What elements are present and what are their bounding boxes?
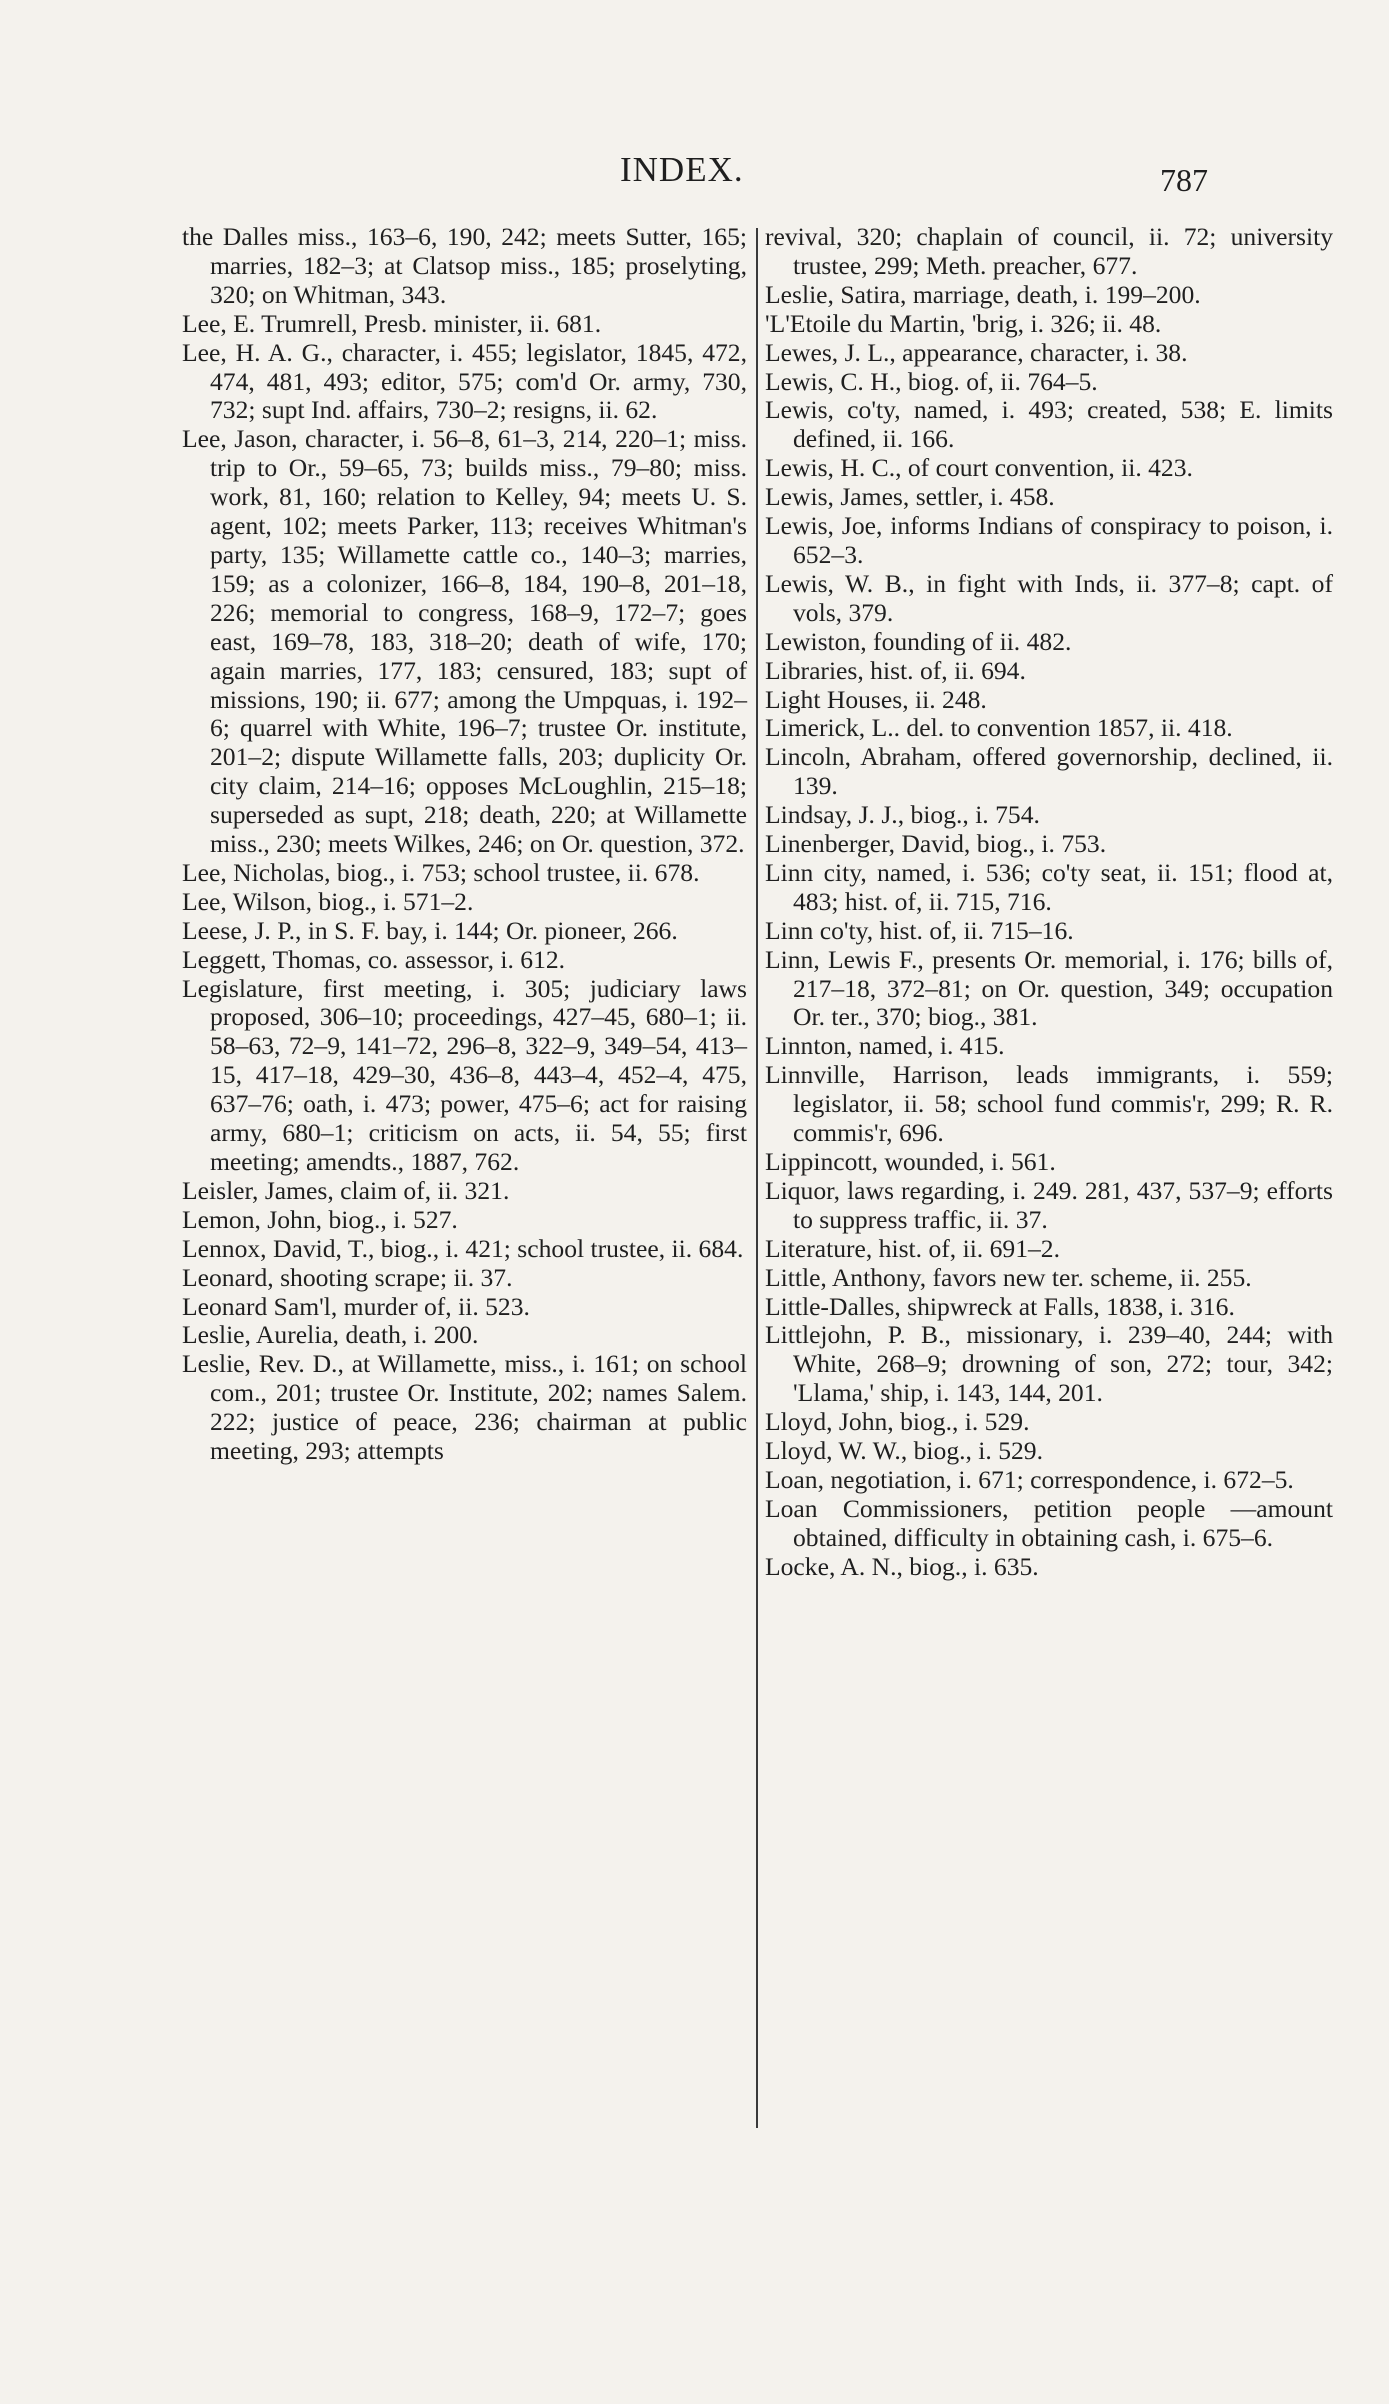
index-entry: Leese, J. P., in S. F. bay, i. 144; Or. pioneer, 266.: [182, 915, 678, 945]
running-head: [0, 150, 1389, 200]
index-entry: Linn, Lewis F., presents Or. memorial, i. 176; bills of, 217–18, 372–81; on Or. question, 349; occupation Or. ter., 370; biog., 381.: [765, 944, 1333, 1032]
index-entry: Leslie, Rev. D., at Willamette, miss., i. 161; on school com., 201; trustee Or. Institute, 202; names Salem. 222; justice of peace, 236; chairman at public meeting, 293; attempts: [182, 1349, 747, 1466]
index-entry: Limerick, L.. del. to convention 1857, ii. 418.: [765, 713, 1233, 743]
index-entry: Lewis, co'ty, named, i. 493; created, 538; E. limits defined, ii. 166.: [765, 395, 1333, 454]
index-entry: Libraries, hist. of, ii. 694.: [765, 655, 1026, 685]
index-entry: Linn co'ty, hist. of, ii. 715–16.: [765, 915, 1074, 945]
index-entry: Leggett, Thomas, co. assessor, i. 612.: [182, 944, 566, 974]
index-entry: Littlejohn, P. B., missionary, i. 239–40, 244; with White, 268–9; drowning of son, 272; tour, 342; 'Llama,' ship, i. 143, 144, 201.: [765, 1320, 1333, 1408]
index-entry: Legislature, first meeting, i. 305; judiciary laws proposed, 306–10; proceedings, 427–45, 680–1; ii. 58–63, 72–9, 141–72, 296–8, 322–9, 349–54, 413–15, 417–18, 429–30, 436–8, 443–4, 452–4, 475, 637–76; oath, i. 473; power, 475–6; act for raising army, 680–1; criticism on acts, ii. 54, 55; first meeting; amendts., 1887, 762.: [182, 973, 747, 1176]
index-entry: 'L'Etoile du Martin, 'brig, i. 326; ii. 48.: [765, 308, 1162, 338]
index-entry: Literature, hist. of, ii. 691–2.: [765, 1233, 1060, 1263]
index-entry: Leisler, James, claim of, ii. 321.: [182, 1175, 510, 1205]
index-entry: Lee, Wilson, biog., i. 571–2.: [182, 886, 474, 916]
index-entry: Lee, E. Trumrell, Presb. minister, ii. 681.: [182, 308, 602, 338]
index-entry: Locke, A. N., biog., i. 635.: [765, 1551, 1039, 1581]
index-entry: Loan Commissioners, petition people —amount obtained, difficulty in obtaining cash, i. 675–6.: [765, 1493, 1333, 1552]
index-entry: Leonard, shooting scrape; ii. 37.: [182, 1262, 513, 1292]
index-entry: Linnton, named, i. 415.: [765, 1031, 1005, 1061]
index-entry: Leslie, Satira, marriage, death, i. 199–200.: [765, 279, 1201, 309]
column-divider: [756, 228, 758, 2128]
index-column-right: [765, 223, 1333, 1582]
index-entry: Lincoln, Abraham, offered governorship, declined, ii. 139.: [765, 742, 1333, 801]
index-entry: Little-Dalles, shipwreck at Falls, 1838, i. 316.: [765, 1291, 1235, 1321]
index-entry: Leonard Sam'l, murder of, ii. 523.: [182, 1291, 530, 1321]
index-entry: Lewis, W. B., in fight with Inds, ii. 377–8; capt. of vols, 379.: [765, 568, 1333, 627]
index-entry: Linenberger, David, biog., i. 753.: [765, 829, 1107, 859]
index-entry: Leslie, Aurelia, death, i. 200.: [182, 1320, 479, 1350]
index-entry: Liquor, laws regarding, i. 249. 281, 437, 537–9; efforts to suppress traffic, ii. 37.: [765, 1175, 1333, 1234]
page-title: INDEX.: [620, 150, 744, 189]
index-column-left: [182, 223, 747, 1466]
index-entry: Lewis, Joe, informs Indians of conspiracy to poison, i. 652–3.: [765, 511, 1333, 569]
index-entry: Lemon, John, biog., i. 527.: [182, 1204, 458, 1234]
index-entry: Lewis, H. C., of court convention, ii. 423.: [765, 453, 1193, 483]
index-entry: Linn city, named, i. 536; co'ty seat, ii. 151; flood at, 483; hist. of, ii. 715, 716.: [765, 857, 1333, 916]
index-entry: Lee, H. A. G., character, i. 455; legislator, 1845, 472, 474, 481, 493; editor, 575; com'd Or. army, 730, 732; supt Ind. affairs, 730–2; resigns, ii. 62.: [182, 337, 747, 425]
index-entry: Lee, Jason, character, i. 56–8, 61–3, 214, 220–1; miss. trip to Or., 59–65, 73; builds miss., 79–80; miss. work, 81, 160; relation to Kelley, 94; meets U. S. agent, 102; meets Parker, 113; receives Whitman's party, 135; Willamette cattle co., 140–3; marries, 159; as a colonizer, 166–8, 184, 190–8, 201–18, 226; memorial to congress, 168–9, 172–7; goes east, 169–78, 183, 318–20; death of wife, 170; again marries, 177, 183; censured, 183; supt of missions, 190; ii. 677; among the Umpquas, i. 192–6; quarrel with White, 196–7; trustee Or. institute, 201–2; dispute Willamette falls, 203; duplicity Or. city claim, 214–16; opposes McLoughlin, 215–18; superseded as supt, 218; death, 220; at Willamette miss., 230; meets Wilkes, 246; on Or. question, 372.: [182, 424, 747, 859]
index-entry: Lennox, David, T., biog., i. 421; school trustee, ii. 684.: [182, 1233, 744, 1263]
index-entry: Loan, negotiation, i. 671; correspondence, i. 672–5.: [765, 1464, 1294, 1494]
index-entry: Little, Anthony, favors new ter. scheme, ii. 255.: [765, 1262, 1252, 1292]
index-entry: Lee, Nicholas, biog., i. 753; school trustee, ii. 678.: [182, 857, 700, 887]
index-entry: Lloyd, John, biog., i. 529.: [765, 1407, 1030, 1437]
index-entry: Light Houses, ii. 248.: [765, 684, 987, 714]
index-entry: the Dalles miss., 163–6, 190, 242; meets Sutter, 165; marries, 182–3; at Clatsop miss., 185; proselyting, 320; on Whitman, 343.: [182, 222, 747, 309]
page-number: 787: [1160, 162, 1208, 198]
index-entry: Lewis, C. H., biog. of, ii. 764–5.: [765, 366, 1098, 396]
index-entry: Lewis, James, settler, i. 458.: [765, 482, 1055, 512]
index-entry: Lippincott, wounded, i. 561.: [765, 1147, 1056, 1176]
index-entry: Lewiston, founding of ii. 482.: [765, 626, 1072, 656]
index-entry: revival, 320; chaplain of council, ii. 72; university trustee, 299; Meth. preacher, 677.: [765, 222, 1333, 280]
index-entry: Lindsay, J. J., biog., i. 754.: [765, 800, 1040, 830]
index-entry: Lewes, J. L., appearance, character, i. 38.: [765, 337, 1188, 367]
index-entry: Linnville, Harrison, leads immigrants, i. 559; legislator, ii. 58; school fund commis'r, 299; R. R. commis'r, 696.: [765, 1060, 1333, 1148]
index-entry: Lloyd, W. W., biog., i. 529.: [765, 1436, 1044, 1466]
